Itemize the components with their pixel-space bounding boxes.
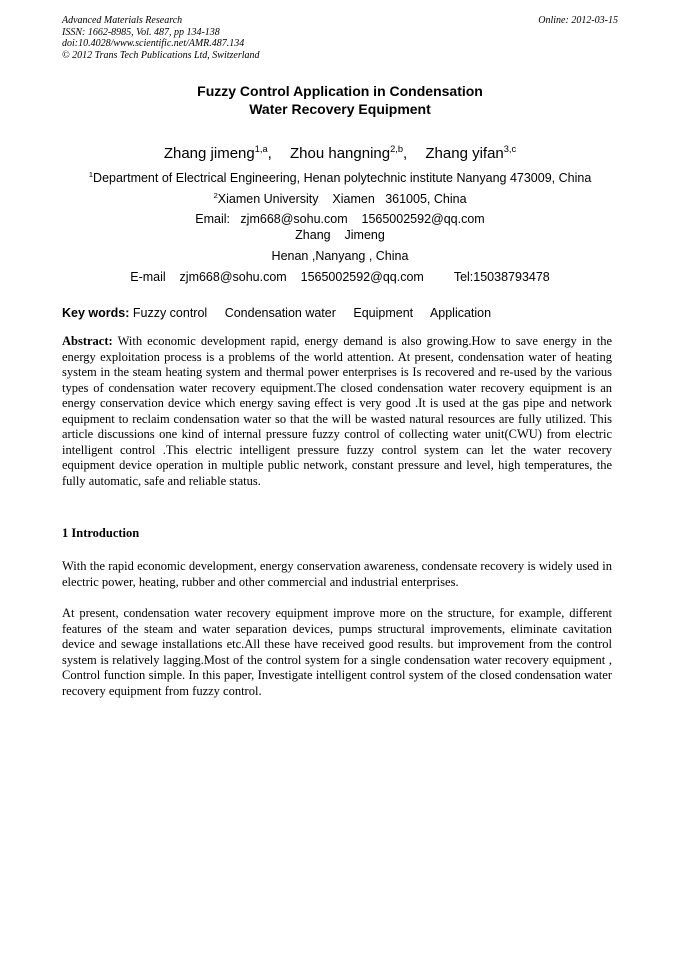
author-3 — [425, 145, 516, 162]
author-list — [62, 145, 618, 162]
title-line-1: Fuzzy Control Application in Condensation — [197, 83, 483, 99]
location-line: Henan ,Nanyang , China — [271, 249, 409, 263]
paper-title — [62, 82, 618, 118]
author-name: Zhou hangning — [290, 145, 391, 162]
section-heading: 1 Introduction — [62, 526, 140, 540]
author-1 — [164, 145, 272, 162]
email-text: E-mail zjm668@sohu.com 1565002592@qq.com — [130, 270, 424, 284]
author-name-line: Zhang Jimeng — [295, 228, 385, 242]
keyword-item: Condensation water — [224, 306, 336, 320]
abstract-label: Abstract: — [62, 334, 113, 348]
affiliation-text: Department of Electrical Engineering, Henan polytechnic institute Nanyang 473009, China — [93, 171, 592, 185]
affiliation-1 — [62, 171, 618, 185]
author-sep: , — [403, 145, 408, 162]
keyword-item: Equipment — [353, 306, 414, 320]
keywords — [62, 306, 618, 320]
author-sep: , — [267, 145, 272, 162]
tel-text: Tel:15038793478 — [453, 270, 550, 284]
affiliation-sup: 1 — [88, 169, 94, 179]
intro-paragraph-2: At present, condensation water recovery equipment improve more on the structure, for example, different features of the steam and water separation devices, pumps structural improvements, eliminate cavitation device and sewage installations etc.All these have received good results. but improvement from the control system is relatively lagging.Most of the control system for a single condensation water recovery equipment , Control function simple. In this paper, Investigate intelligent control system of the closed condensation water recovery equipment from fuzzy control. — [62, 606, 612, 698]
title-line-2: Water Recovery Equipment — [249, 101, 431, 117]
author-sup: 2,b — [390, 144, 404, 154]
affiliation-text: Xiamen University Xiamen 361005, China — [217, 192, 467, 206]
author-name: Zhang jimeng — [163, 145, 255, 162]
author-sup: 1,a — [254, 144, 268, 154]
email-line: Email: zjm668@sohu.com 1565002592@qq.com — [195, 212, 485, 226]
online-date: Online: 2012-03-15 — [538, 15, 618, 26]
author-name: Zhang yifan — [425, 145, 504, 162]
contact-line — [62, 270, 618, 284]
affiliation-2 — [62, 192, 618, 206]
intro-paragraph-1: With the rapid economic development, energy conservation awareness, condensate recovery is widely used in electric power, heating, rubber and other commercial and industrial enterprises. — [62, 559, 612, 589]
journal-name: Advanced Materials Research — [62, 15, 183, 26]
keyword-item: Application — [429, 306, 492, 320]
abstract-text: With economic development rapid, energy demand is also growing.How to save energy in the energy exploitation process is a problems of the world attention. At present, condensation water of heating system in the steam heating system and thermal power enterprises is Is recovered and re-used by the various types of condensation water recovery equipment.The closed condensation water recovery equipment is an energy conservation device which energy saving effect is very good .It is used at the gas pipe and network equipment to reclaim condensation water so that the will be wasted natural resources are fully utilized. This article discussions one kind of internal pressure fuzzy control of collecting water unit(CWU) from electric intelligent control .This electric intelligent pressure fuzzy control system can let the water recovery equipment device operation in multiple public network, constant pressure and level, high temperatures, the fully automatic, safe and reliable status. — [62, 334, 612, 488]
author-2 — [290, 145, 407, 162]
journal-header — [62, 15, 618, 61]
keyword-item: Fuzzy control — [132, 306, 208, 320]
abstract — [62, 334, 612, 489]
journal-copyright: © 2012 Trans Tech Publications Ltd, Switzerland — [62, 49, 260, 61]
keywords-label: Key words: — [62, 306, 130, 320]
journal-issn: ISSN: 1662-8985, Vol. 487, pp 134-138 — [62, 26, 220, 38]
affiliation-sup: 2 — [213, 190, 218, 200]
journal-doi: doi:10.4028/www.scientific.net/AMR.487.134 — [62, 38, 245, 49]
author-sup: 3,c — [503, 144, 517, 154]
